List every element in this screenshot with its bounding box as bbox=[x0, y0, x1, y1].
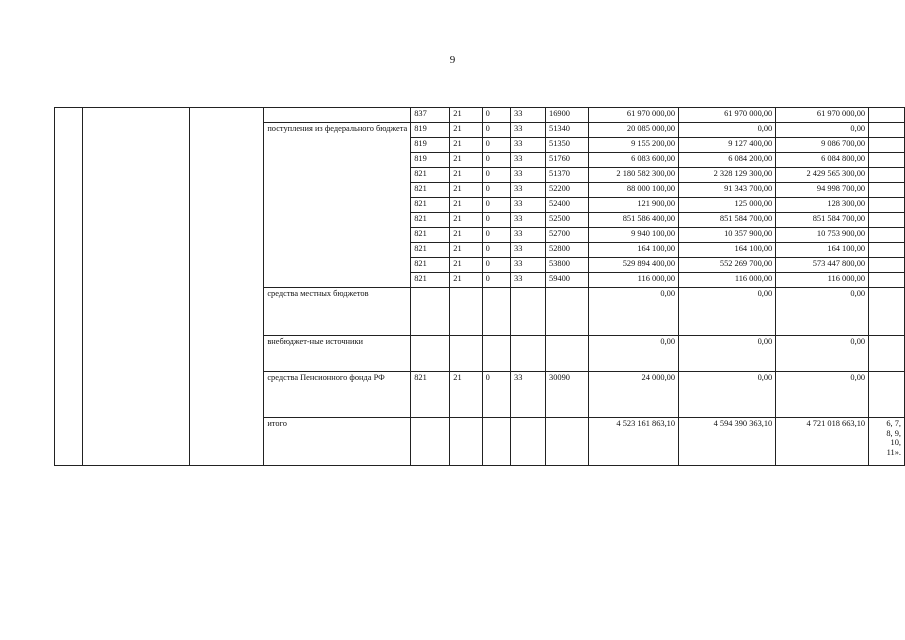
direction-code-cell: 52700 bbox=[546, 228, 589, 243]
direction-code-cell: 52200 bbox=[546, 183, 589, 198]
subprogram-code-cell: 0 bbox=[482, 372, 510, 418]
subprogram-code-cell: 0 bbox=[482, 153, 510, 168]
gov-code-cell bbox=[411, 336, 450, 372]
section-code-cell bbox=[450, 336, 482, 372]
direction-code-cell: 51350 bbox=[546, 138, 589, 153]
year-3-amount-cell: 6 084 800,00 bbox=[776, 153, 869, 168]
note-line: 10, bbox=[890, 438, 901, 448]
year-1-amount-cell: 9 940 100,00 bbox=[588, 228, 678, 243]
year-1-amount-cell: 0,00 bbox=[588, 288, 678, 336]
subprogram-code-cell: 0 bbox=[482, 168, 510, 183]
subprogram-code-cell: 0 bbox=[482, 213, 510, 228]
year-3-amount-cell: 0,00 bbox=[776, 288, 869, 336]
program-code-cell: 33 bbox=[511, 273, 546, 288]
note-cell bbox=[869, 288, 905, 336]
subprogram-code-cell: 0 bbox=[482, 138, 510, 153]
subprogram-code-cell: 0 bbox=[482, 198, 510, 213]
program-code-cell: 33 bbox=[511, 228, 546, 243]
year-3-amount-cell: 4 721 018 663,10 bbox=[776, 418, 869, 466]
subprogram-code-cell: 0 bbox=[482, 183, 510, 198]
year-1-amount-cell: 121 900,00 bbox=[588, 198, 678, 213]
program-code-cell: 33 bbox=[511, 153, 546, 168]
table-row bbox=[55, 108, 905, 123]
gov-code-cell: 821 bbox=[411, 198, 450, 213]
gov-code-cell: 821 bbox=[411, 168, 450, 183]
direction-code-cell bbox=[546, 418, 589, 466]
year-1-amount-cell: 24 000,00 bbox=[588, 372, 678, 418]
year-2-amount-cell: 0,00 bbox=[679, 288, 776, 336]
subprogram-code-cell bbox=[482, 288, 510, 336]
direction-code-cell: 52500 bbox=[546, 213, 589, 228]
note-cell bbox=[869, 273, 905, 288]
source-label-federal: поступления из федерального бюджета bbox=[264, 123, 411, 288]
subprogram-code-cell: 0 bbox=[482, 228, 510, 243]
direction-code-cell: 30090 bbox=[546, 372, 589, 418]
gov-code-cell bbox=[411, 288, 450, 336]
year-2-amount-cell: 851 584 700,00 bbox=[679, 213, 776, 228]
subprogram-code-cell: 0 bbox=[482, 243, 510, 258]
year-3-amount-cell: 573 447 800,00 bbox=[776, 258, 869, 273]
direction-code-cell: 16900 bbox=[546, 108, 589, 123]
note-cell bbox=[869, 153, 905, 168]
section-code-cell: 21 bbox=[450, 273, 482, 288]
year-2-amount-cell: 6 084 200,00 bbox=[679, 153, 776, 168]
direction-code-cell: 52400 bbox=[546, 198, 589, 213]
year-3-amount-cell: 2 429 565 300,00 bbox=[776, 168, 869, 183]
year-1-amount-cell: 0,00 bbox=[588, 336, 678, 372]
section-code-cell: 21 bbox=[450, 153, 482, 168]
gov-code-cell: 819 bbox=[411, 123, 450, 138]
year-1-amount-cell: 6 083 600,00 bbox=[588, 153, 678, 168]
budget-table-body bbox=[55, 108, 905, 466]
gov-code-cell: 821 bbox=[411, 243, 450, 258]
section-code-cell: 21 bbox=[450, 108, 482, 123]
source-label-local: средства местных бюджетов bbox=[264, 288, 411, 336]
subprogram-code-cell: 0 bbox=[482, 123, 510, 138]
year-3-amount-cell: 128 300,00 bbox=[776, 198, 869, 213]
program-code-cell bbox=[511, 336, 546, 372]
program-code-cell: 33 bbox=[511, 138, 546, 153]
section-code-cell bbox=[450, 288, 482, 336]
direction-code-cell bbox=[546, 288, 589, 336]
year-1-amount-cell: 2 180 582 300,00 bbox=[588, 168, 678, 183]
year-3-amount-cell: 851 584 700,00 bbox=[776, 213, 869, 228]
subprogram-code-cell: 0 bbox=[482, 108, 510, 123]
program-code-cell bbox=[511, 418, 546, 466]
year-1-amount-cell: 9 155 200,00 bbox=[588, 138, 678, 153]
year-3-amount-cell: 164 100,00 bbox=[776, 243, 869, 258]
year-1-amount-cell: 529 894 400,00 bbox=[588, 258, 678, 273]
year-3-amount-cell: 0,00 bbox=[776, 336, 869, 372]
year-1-amount-cell: 88 000 100,00 bbox=[588, 183, 678, 198]
direction-code-cell: 51760 bbox=[546, 153, 589, 168]
gov-code-cell: 821 bbox=[411, 228, 450, 243]
budget-table bbox=[54, 107, 905, 466]
year-1-amount-cell: 164 100,00 bbox=[588, 243, 678, 258]
program-code-cell: 33 bbox=[511, 213, 546, 228]
direction-code-cell: 59400 bbox=[546, 273, 589, 288]
gov-code-cell bbox=[411, 418, 450, 466]
gov-code-cell: 819 bbox=[411, 153, 450, 168]
note-cell bbox=[869, 198, 905, 213]
year-2-amount-cell: 125 000,00 bbox=[679, 198, 776, 213]
section-code-cell: 21 bbox=[450, 198, 482, 213]
year-2-amount-cell: 164 100,00 bbox=[679, 243, 776, 258]
note-cell bbox=[869, 123, 905, 138]
note-line: 8, 9, bbox=[886, 428, 901, 438]
blank-col-1-cell bbox=[55, 108, 83, 466]
direction-code-cell: 53800 bbox=[546, 258, 589, 273]
section-code-cell: 21 bbox=[450, 228, 482, 243]
year-3-amount-cell: 94 998 700,00 bbox=[776, 183, 869, 198]
total-label: итого bbox=[264, 418, 411, 466]
source-cell bbox=[264, 108, 411, 123]
year-1-amount-cell: 851 586 400,00 bbox=[588, 213, 678, 228]
direction-code-cell bbox=[546, 336, 589, 372]
year-3-amount-cell: 9 086 700,00 bbox=[776, 138, 869, 153]
total-note-cell bbox=[869, 418, 905, 466]
year-1-amount-cell: 61 970 000,00 bbox=[588, 108, 678, 123]
year-2-amount-cell: 91 343 700,00 bbox=[679, 183, 776, 198]
section-code-cell: 21 bbox=[450, 168, 482, 183]
blank-col-2-cell bbox=[82, 108, 189, 466]
source-label-extrabudget: внебюджет-ные источники bbox=[264, 336, 411, 372]
section-code-cell: 21 bbox=[450, 138, 482, 153]
note-cell bbox=[869, 138, 905, 153]
gov-code-cell: 821 bbox=[411, 258, 450, 273]
program-code-cell: 33 bbox=[511, 168, 546, 183]
year-1-amount-cell: 4 523 161 863,10 bbox=[588, 418, 678, 466]
note-line: 11». bbox=[886, 447, 901, 457]
gov-code-cell: 821 bbox=[411, 372, 450, 418]
direction-code-cell: 52800 bbox=[546, 243, 589, 258]
page-number: 9 bbox=[449, 54, 456, 66]
year-2-amount-cell: 0,00 bbox=[679, 372, 776, 418]
year-2-amount-cell: 2 328 129 300,00 bbox=[679, 168, 776, 183]
subprogram-code-cell: 0 bbox=[482, 273, 510, 288]
year-2-amount-cell: 0,00 bbox=[679, 336, 776, 372]
note-cell bbox=[869, 168, 905, 183]
direction-code-cell: 51340 bbox=[546, 123, 589, 138]
program-code-cell: 33 bbox=[511, 243, 546, 258]
program-code-cell: 33 bbox=[511, 183, 546, 198]
year-2-amount-cell: 552 269 700,00 bbox=[679, 258, 776, 273]
year-2-amount-cell: 116 000,00 bbox=[679, 273, 776, 288]
note-cell bbox=[869, 108, 905, 123]
year-3-amount-cell: 116 000,00 bbox=[776, 273, 869, 288]
note-line: 6, 7, bbox=[886, 419, 901, 428]
year-2-amount-cell: 9 127 400,00 bbox=[679, 138, 776, 153]
year-3-amount-cell: 0,00 bbox=[776, 372, 869, 418]
year-3-amount-cell: 10 753 900,00 bbox=[776, 228, 869, 243]
gov-code-cell: 821 bbox=[411, 273, 450, 288]
section-code-cell: 21 bbox=[450, 258, 482, 273]
year-1-amount-cell: 116 000,00 bbox=[588, 273, 678, 288]
year-3-amount-cell: 0,00 bbox=[776, 123, 869, 138]
section-code-cell: 21 bbox=[450, 183, 482, 198]
program-code-cell: 33 bbox=[511, 258, 546, 273]
year-2-amount-cell: 10 357 900,00 bbox=[679, 228, 776, 243]
year-2-amount-cell: 4 594 390 363,10 bbox=[679, 418, 776, 466]
note-cell bbox=[869, 372, 905, 418]
note-cell bbox=[869, 258, 905, 273]
gov-code-cell: 821 bbox=[411, 213, 450, 228]
note-cell bbox=[869, 183, 905, 198]
program-code-cell: 33 bbox=[511, 108, 546, 123]
program-code-cell: 33 bbox=[511, 372, 546, 418]
year-1-amount-cell: 20 085 000,00 bbox=[588, 123, 678, 138]
note-cell bbox=[869, 243, 905, 258]
program-code-cell bbox=[511, 288, 546, 336]
section-code-cell: 21 bbox=[450, 243, 482, 258]
gov-code-cell: 837 bbox=[411, 108, 450, 123]
note-cell bbox=[869, 336, 905, 372]
subprogram-code-cell bbox=[482, 418, 510, 466]
program-code-cell: 33 bbox=[511, 198, 546, 213]
year-2-amount-cell: 61 970 000,00 bbox=[679, 108, 776, 123]
year-2-amount-cell: 0,00 bbox=[679, 123, 776, 138]
source-label-pension: средства Пенсионного фонда РФ bbox=[264, 372, 411, 418]
section-code-cell: 21 bbox=[450, 213, 482, 228]
year-3-amount-cell: 61 970 000,00 bbox=[776, 108, 869, 123]
program-code-cell: 33 bbox=[511, 123, 546, 138]
subprogram-code-cell bbox=[482, 336, 510, 372]
blank-col-3-cell bbox=[189, 108, 264, 466]
note-cell bbox=[869, 228, 905, 243]
section-code-cell: 21 bbox=[450, 123, 482, 138]
direction-code-cell: 51370 bbox=[546, 168, 589, 183]
section-code-cell: 21 bbox=[450, 372, 482, 418]
gov-code-cell: 819 bbox=[411, 138, 450, 153]
gov-code-cell: 821 bbox=[411, 183, 450, 198]
subprogram-code-cell: 0 bbox=[482, 258, 510, 273]
note-cell bbox=[869, 213, 905, 228]
section-code-cell bbox=[450, 418, 482, 466]
